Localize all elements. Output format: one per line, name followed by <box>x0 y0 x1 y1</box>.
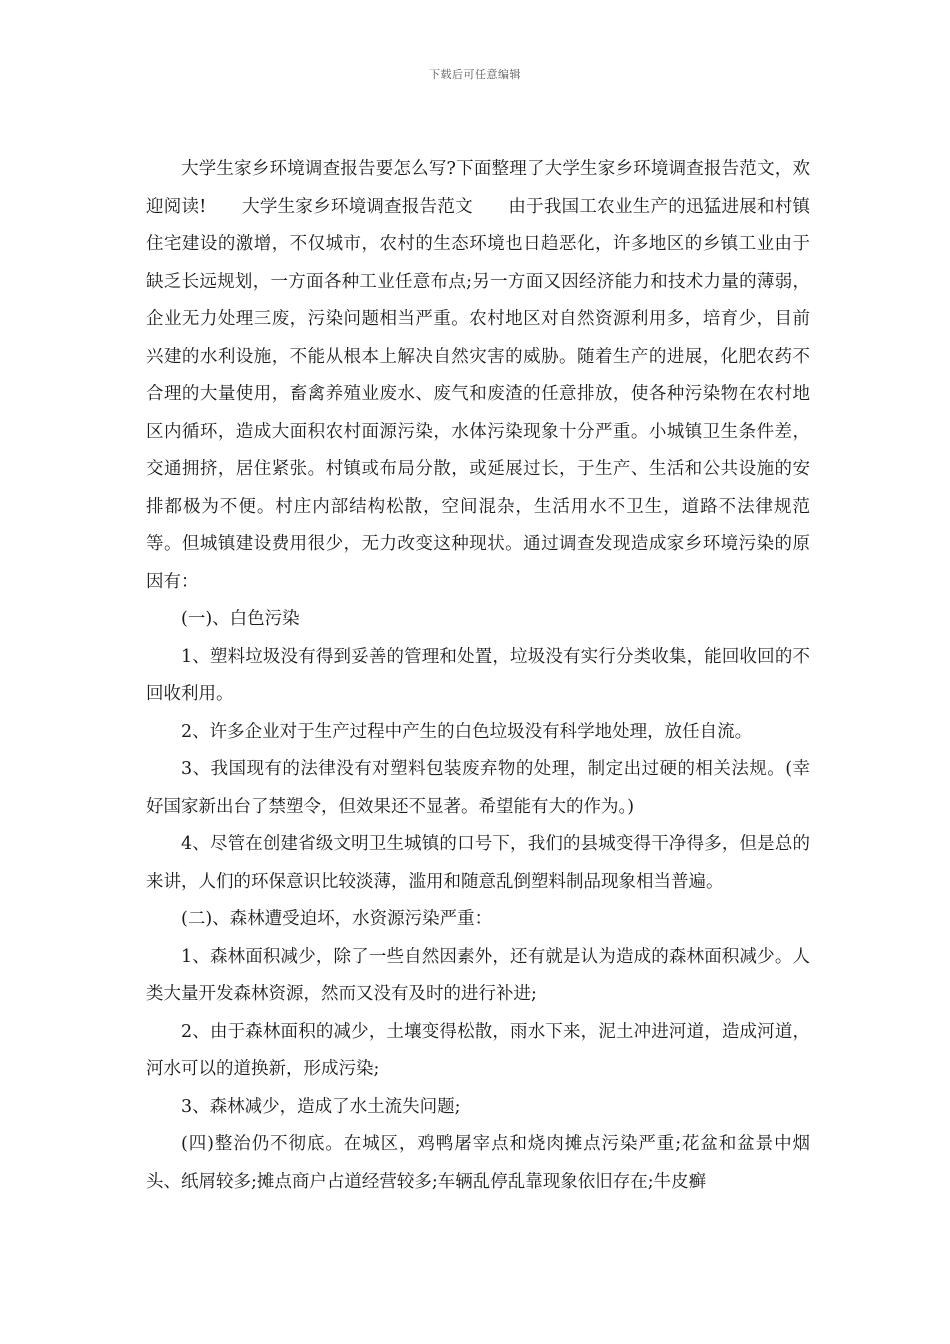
paragraph-item: 3、森林减少，造成了水土流失问题; <box>181 1096 461 1117</box>
paragraph-item: 1、塑料垃圾没有得到妥善的管理和处置，垃圾没有实行分类收集，能回收回的不回收利用。 <box>146 646 810 704</box>
document-body <box>146 151 810 1201</box>
section-heading-white-pollution: (一)、白色污染 <box>181 609 300 629</box>
paragraph-item: 1、森林面积减少，除了一些自然因素外，还有就是认为造成的森林面积减少。人类大量开发森林资源，然而又没有及时的进行补进; <box>146 946 810 1004</box>
paragraph-item: 2、由于森林面积的减少，土壤变得松散，雨水下来，泥土冲进河道，造成河道，河水可以的道换新，形成污染; <box>146 1021 810 1079</box>
paragraph-item: (四)整治仍不彻底。在城区，鸡鸭屠宰点和烧肉摊点污染严重;花盆和盆景中烟头、纸屑较多;摊点商户占道经营较多;车辆乱停乱靠现象依旧存在;牛皮癣 <box>146 1134 810 1192</box>
paragraph-item: 2、许多企业对于生产过程中产生的白色垃圾没有科学地处理，放任自流。 <box>181 721 753 742</box>
paragraph-intro: 大学生家乡环境调查报告要怎么写?下面整理了大学生家乡环境调查报告范文，欢迎阅读! 大学生家乡环境调查报告范文 由于我国工农业生产的迅猛进展和村镇住宅建设的激增，不仅城市，农村的生态环境也日趋恶化，许多地区的乡镇工业由于缺乏长远规划，一方面各种工业任意布点;另一方面又因经济能力和技术力量的薄弱，企业无力处理三废，污染问题相当严重。农村地区对自然资源利用多，培育少，目前兴建的水利设施，不能从根本上解决自然灾害的威胁。随着生产的进展，化肥农药不合理的大量使用，畜禽养殖业废水、废气和废渣的任意排放，使各种污染物在农村地区内循环，造成大面积农村面源污染，水体污染现象十分严重。小城镇卫生条件差，交通拥挤，居住紧张。村镇或布局分散，或延展过长，于生产、生活和公共设施的安排都极为不便。村庄内部结构松散，空间混杂，生活用水不卫生，道路不法律规范等。但城镇建设费用很少，无力改变这种现状。通过调查发现造成家乡环境污染的原因有： <box>146 159 810 592</box>
paragraph-item: 3、我国现有的法律没有对塑料包装废弃物的处理，制定出过硬的相关法规。(幸好国家新出台了禁塑令，但效果还不显著。希望能有大的作为。) <box>146 759 810 817</box>
section-heading-forest: (二)、森林遭受迫坏，水资源污染严重： <box>181 909 493 929</box>
paragraph-item: 4、尽管在创建省级文明卫生城镇的口号下，我们的县城变得干净得多，但是总的来讲，人们的环保意识比较淡薄，滥用和随意乱倒塑料制品现象相当普遍。 <box>146 834 810 892</box>
page-header: 下载后可任意编辑 <box>429 68 521 81</box>
